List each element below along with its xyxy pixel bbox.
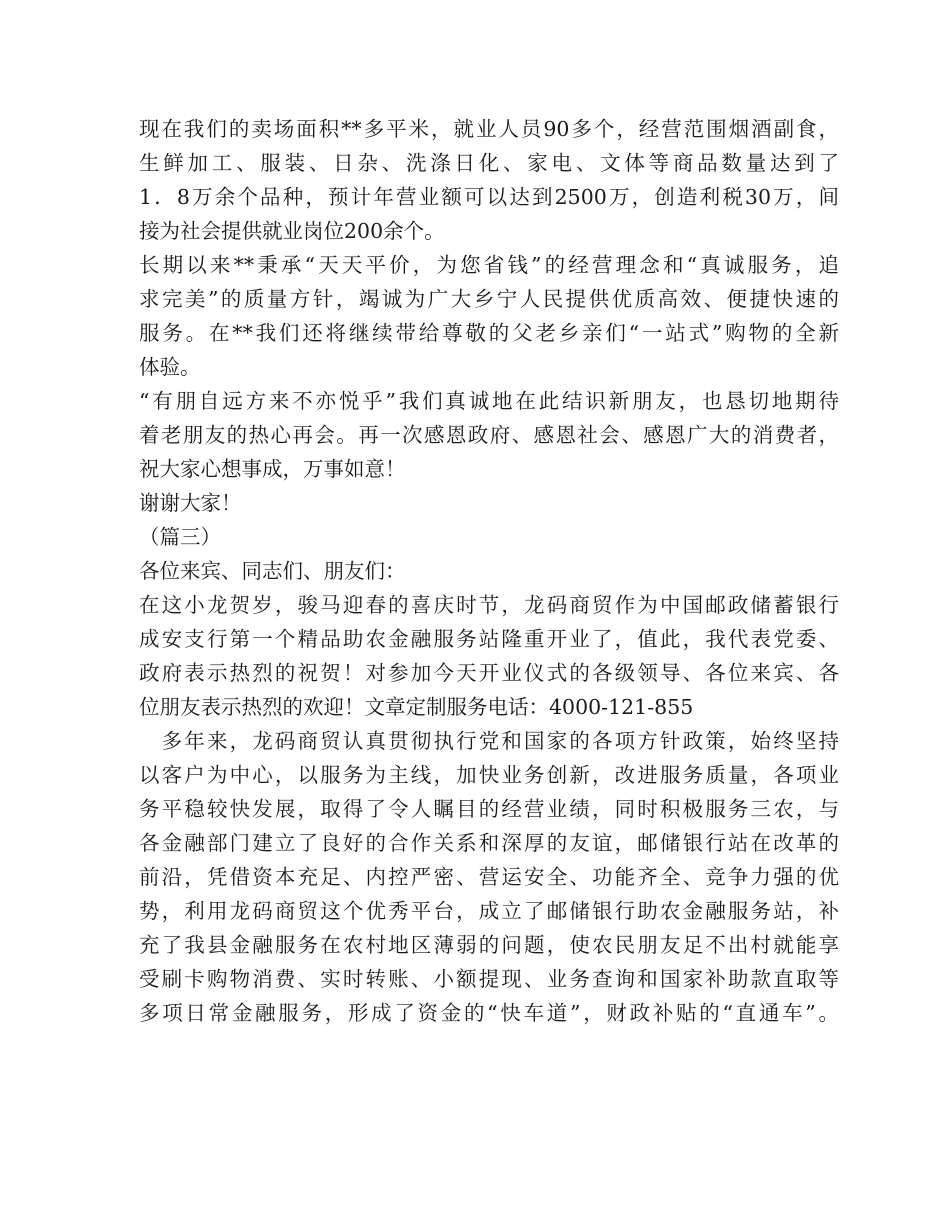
text-line: 成安支行第一个精品助农金融服务站隆重开业了，值此，我代表党委、 bbox=[139, 627, 839, 651]
text-line: 生鲜加工、服装、日杂、洗涤日化、家电、文体等商品数量达到了 bbox=[139, 151, 839, 175]
text-line: 政府表示热烈的祝贺！对参加今天开业仪式的各级领导、各位来宾、各 bbox=[139, 661, 839, 685]
text-line: 接为社会提供就业岗位200余个。 bbox=[139, 219, 445, 243]
text-line: 祝大家心想事成，万事如意！ bbox=[139, 457, 406, 481]
text-line: “有朋自远方来不亦悦乎”我们真诚地在此结识新朋友，也恳切地期待 bbox=[139, 389, 839, 413]
text-line: 受刷卡购物消费、实时转账、小额提现、业务查询和国家补助款直取等 bbox=[139, 967, 839, 991]
text-line: 长期以来**秉承“天天平价，为您省钱”的经营理念和“真诚服务，追 bbox=[139, 253, 839, 277]
text-line: 充了我县金融服务在农村地区薄弱的问题，使农民朋友足不出村就能享 bbox=[139, 933, 839, 957]
text-line: 着老朋友的热心再会。再一次感恩政府、感恩社会、感恩广大的消费者， bbox=[139, 423, 839, 447]
salutation: 各位来宾、同志们、朋友们： bbox=[139, 559, 406, 583]
text-line: 多年来，龙码商贸认真贯彻执行党和国家的各项方针政策，始终坚持 bbox=[139, 729, 839, 753]
text-line: 位朋友表示热烈的欢迎！文章定制服务电话：4000-121-855 bbox=[139, 695, 694, 719]
document-body bbox=[139, 112, 839, 1030]
text-line: 以客户为中心，以服务为主线，加快业务创新，改进服务质量，各项业 bbox=[139, 763, 839, 787]
text-line: 现在我们的卖场面积**多平米，就业人员90多个，经营范围烟酒副食， bbox=[139, 117, 839, 141]
text-line: 前沿，凭借资本充足、内控严密、营运安全、功能齐全、竞争力强的优 bbox=[139, 865, 839, 889]
text-line: 在这小龙贺岁，骏马迎春的喜庆时节，龙码商贸作为中国邮政储蓄银行 bbox=[139, 593, 839, 617]
text-line: 体验。 bbox=[139, 355, 201, 379]
text-line: 各金融部门建立了良好的合作关系和深厚的友谊，邮储银行站在改革的 bbox=[139, 831, 839, 855]
text-line: 求完美”的质量方针，竭诚为广大乡宁人民提供优质高效、便捷快速的 bbox=[139, 287, 839, 311]
section-heading: （篇三） bbox=[139, 525, 221, 549]
text-line: 务平稳较快发展，取得了令人瞩目的经营业绩，同时积极服务三农，与 bbox=[139, 797, 839, 821]
text-line: 1．8万余个品种，预计年营业额可以达到2500万，创造利税30万，间 bbox=[139, 185, 839, 209]
text-line: 多项日常金融服务，形成了资金的“快车道”，财政补贴的“直通车”。 bbox=[139, 1001, 839, 1025]
text-line: 谢谢大家！ bbox=[139, 491, 242, 515]
text-line: 服务。在**我们还将继续带给尊敬的父老乡亲们“一站式”购物的全新 bbox=[139, 321, 839, 345]
text-line: 势，利用龙码商贸这个优秀平台，成立了邮储银行助农金融服务站，补 bbox=[139, 899, 839, 923]
